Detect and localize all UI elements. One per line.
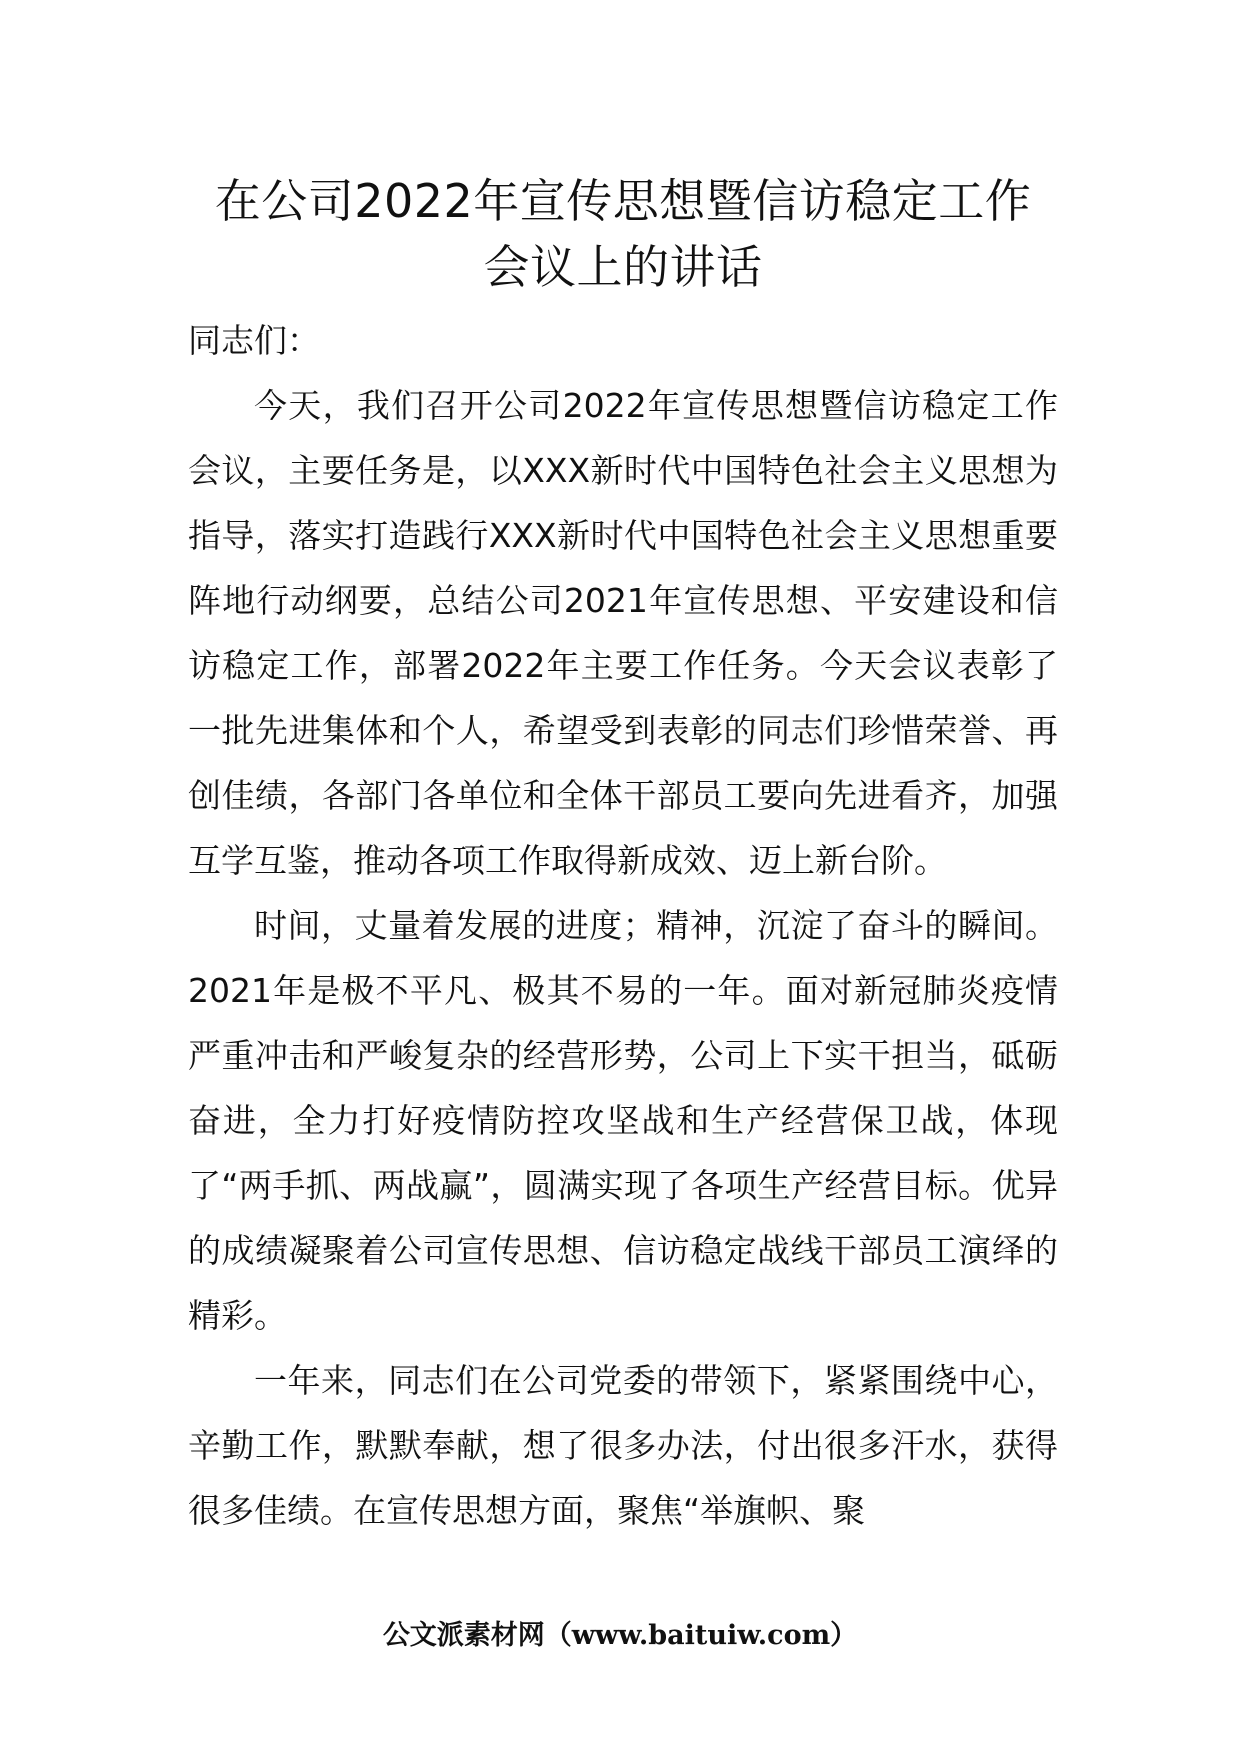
document-page xyxy=(188,168,1058,1543)
document-title xyxy=(188,168,1058,300)
footer-watermark: 公文派素材网（www.baituiw.com） xyxy=(382,1620,858,1651)
title-line-2: 会议上的讲话 xyxy=(483,240,763,294)
title-line-1: 在公司2022年宣传思想暨信访稳定工作 xyxy=(214,174,1032,228)
paragraph-2: 时间，丈量着发展的进度；精神，沉淀了奋斗的瞬间。2021年是极不平凡、极其不易的一年。面对新冠肺炎疫情严重冲击和严峻复杂的经营形势，公司上下实干担当，砥砺奋进，全力打好疫情防控攻坚战和生产经营保卫战，体现了“两手抓、两战赢”，圆满实现了各项生产经营目标。优异的成绩凝聚着公司宣传思想、信访稳定战线干部员工演绎的精彩。 xyxy=(188,906,1058,1335)
salutation: 同志们： xyxy=(188,321,320,360)
paragraph-1: 今天，我们召开公司2022年宣传思想暨信访稳定工作会议，主要任务是，以XXX新时代中国特色社会主义思想为指导，落实打造践行XXX新时代中国特色社会主义思想重要阵地行动纲要，总结公司2021年宣传思想、平安建设和信访稳定工作，部署2022年主要工作任务。今天会议表彰了一批先进集体和个人，希望受到表彰的同志们珍惜荣誉、再创佳绩，各部门各单位和全体干部员工要向先进看齐，加强互学互鉴，推动各项工作取得新成效、迈上新台阶。 xyxy=(188,386,1058,880)
paragraph-3: 一年来，同志们在公司党委的带领下，紧紧围绕中心，辛勤工作，默默奉献，想了很多办法，付出很多汗水，获得很多佳绩。在宣传思想方面，聚焦“举旗帜、聚 xyxy=(188,1361,1058,1530)
